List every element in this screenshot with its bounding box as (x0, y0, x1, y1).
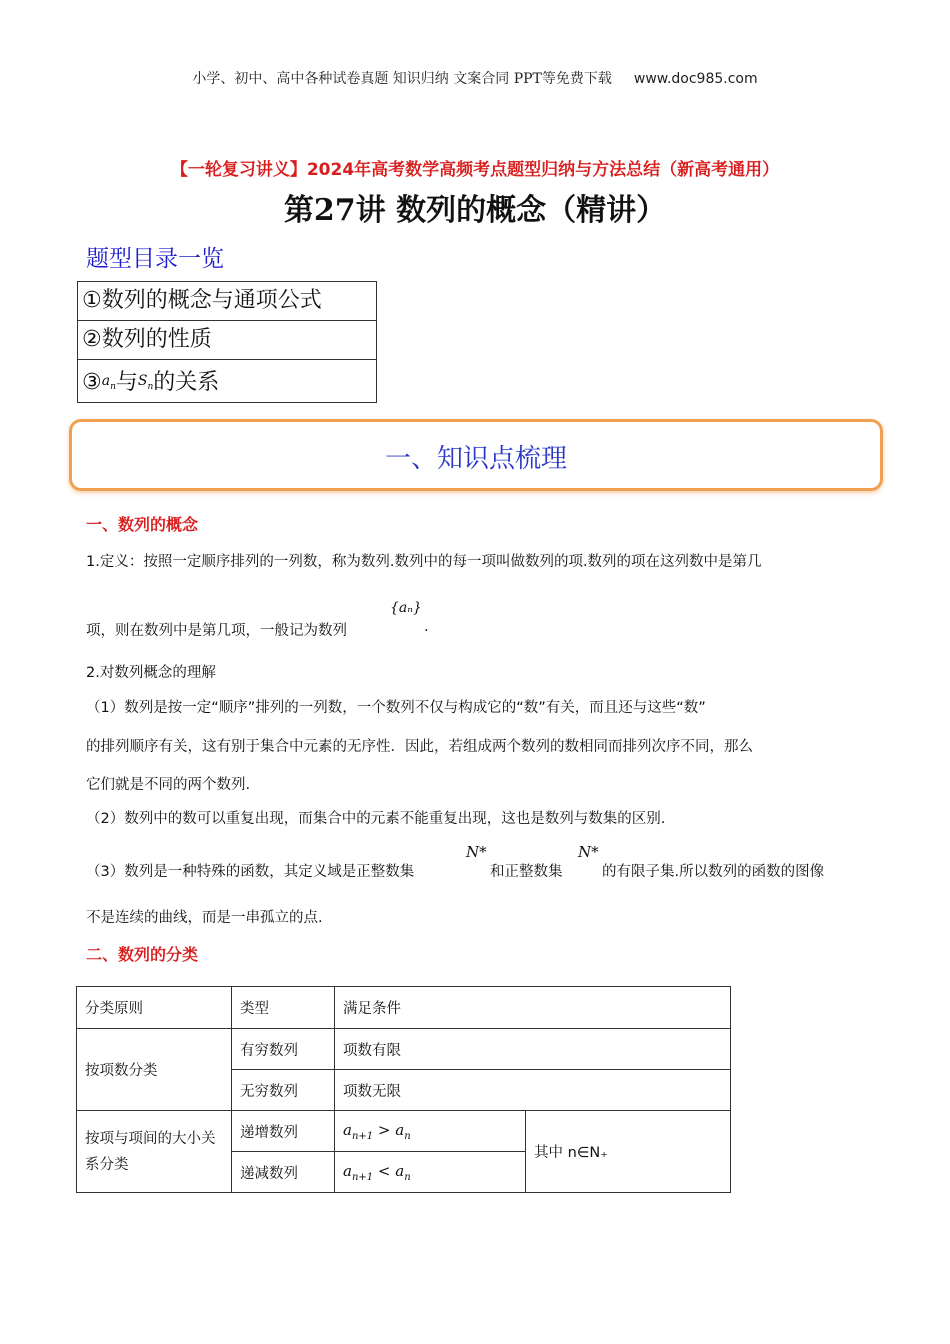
definition-line-1: 1.定义：按照一定顺序排列的一列数，称为数列.数列中的每一项叫做数列的项.数列的项在这列数中是第几 (86, 554, 762, 570)
section-1-heading: 一、数列的概念 (86, 515, 199, 534)
toc-item-3-suffix: 的关系 (153, 370, 220, 395)
header-site-link[interactable]: www.doc985.com (633, 71, 758, 87)
math-decreasing: $a_{n+1} < a_n$ (343, 1161, 411, 1183)
table-header-type: 类型 (232, 987, 335, 1029)
doc-subtitle: 【一轮复习讲义】2024年高考数学高频考点题型归纳与方法总结（新高考通用） (170, 160, 780, 180)
section-2-heading: 二、数列的分类 (86, 945, 199, 964)
point-3-line-2: 不是连续的曲线，而是一串孤立的点. (86, 910, 323, 926)
toc-item-3[interactable] (78, 360, 376, 402)
table-cell-type-finite: 有穷数列 (232, 1029, 335, 1070)
toc-item-3-prefix: ③ (82, 370, 102, 395)
table-header-principle: 分类原则 (77, 987, 232, 1029)
point-1-line-2: 的排列顺序有关，这有别于集合中元素的无序性．因此，若组成两个数列的数相同而排列次序不同，那么 (86, 739, 753, 755)
table-row (77, 1111, 731, 1152)
table-cell-type-infinite: 无穷数列 (232, 1070, 335, 1111)
toc-box (77, 281, 377, 403)
math-a-n: $a_n$ (101, 373, 116, 392)
doc-title: 第27讲 数列的概念（精讲） (283, 193, 667, 228)
definition-line-2: 项，则在数列中是第几项，一般记为数列 (86, 623, 347, 639)
table-header-condition: 满足条件 (335, 987, 731, 1029)
table-cell-type-decreasing: 递减数列 (232, 1152, 335, 1193)
section-banner (69, 419, 883, 491)
point-3-part-b: 和正整数集 (490, 864, 563, 880)
table-cell-note: 其中 n∈N₊ (526, 1111, 731, 1193)
table-row (77, 1029, 731, 1070)
table-cell-principle-count: 按项数分类 (77, 1029, 232, 1111)
toc-item-2[interactable]: ②数列的性质 (78, 321, 376, 360)
table-cell-condition-increasing (335, 1111, 526, 1152)
point-3-part-c: 的有限子集.所以数列的函数的图像 (602, 864, 825, 880)
definition-end: . (424, 619, 429, 635)
table-cell-type-increasing: 递增数列 (232, 1111, 335, 1152)
toc-heading: 题型目录一览 (86, 246, 224, 272)
header-text: 小学、初中、高中各种试卷真题 知识归纳 文案合同 PPT等免费下载 (192, 71, 612, 87)
toc-item-1[interactable]: ①数列的概念与通项公式 (78, 282, 376, 321)
point-3-part-a: （3）数列是一种特殊的函数，其定义域是正整数集 (86, 864, 415, 880)
math-sequence-notation: {aₙ} (390, 600, 422, 616)
table-cell-principle-size: 按项与项间的大小关系分类 (77, 1111, 232, 1193)
classification-table (76, 986, 731, 1193)
math-n-star-1: N* (466, 843, 487, 861)
point-1-line-3: 它们就是不同的两个数列. (86, 777, 251, 793)
banner-title: 一、知识点梳理 (384, 444, 567, 474)
point-2: （2）数列中的数可以重复出现，而集合中的元素不能重复出现，这也是数列与数集的区别. (86, 811, 666, 827)
math-increasing: $a_{n+1} > a_n$ (343, 1120, 411, 1142)
math-n-star-2: N* (578, 843, 599, 861)
table-cell-condition-decreasing (335, 1152, 526, 1193)
understand-heading: 2.对数列概念的理解 (86, 665, 216, 681)
table-cell-condition-finite: 项数有限 (335, 1029, 731, 1070)
table-cell-condition-infinite: 项数无限 (335, 1070, 731, 1111)
table-row (77, 987, 731, 1029)
point-1-line-1: （1）数列是按一定“顺序”排列的一列数，一个数列不仅与构成它的“数”有关，而且还与这些“数” (86, 700, 706, 716)
toc-item-3-mid: 与 (115, 370, 138, 395)
math-s-n: $S_n$ (137, 373, 154, 392)
page-header (0, 68, 950, 88)
